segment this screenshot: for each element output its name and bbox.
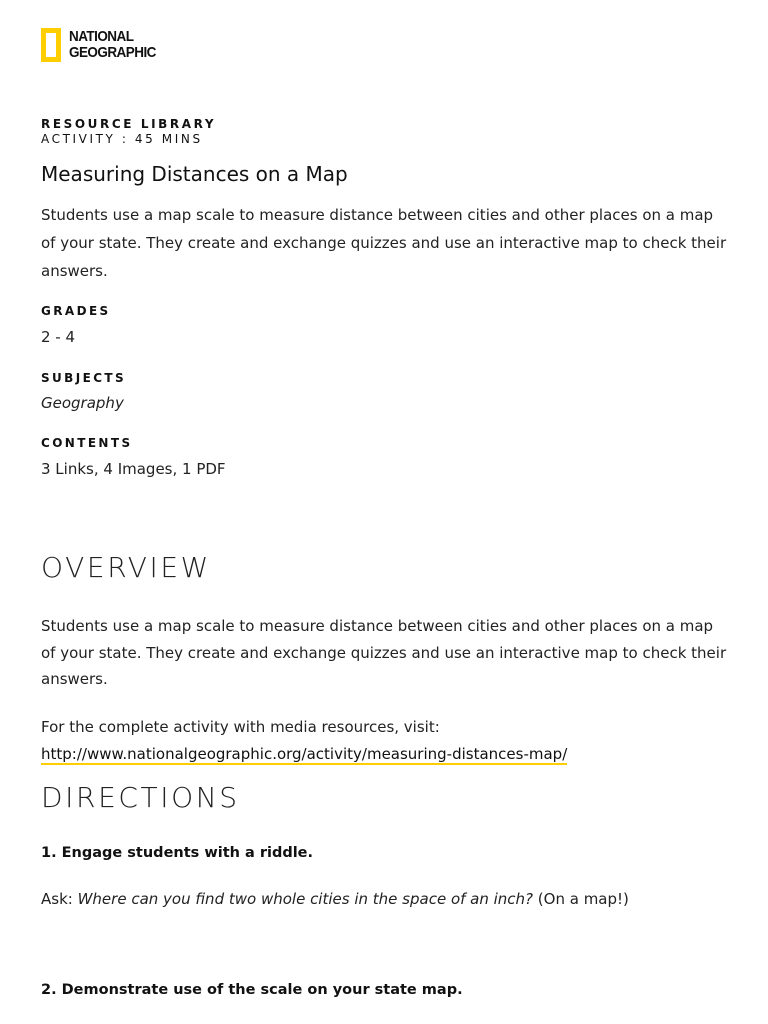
logo-wordmark: [69, 29, 156, 61]
directions-heading: DIRECTIONS: [41, 781, 240, 814]
overview-text: Students use a map scale to measure distance between cities and other places on a map of your state. They create and exchange quizzes and use an interactive map to check their answers.: [41, 617, 727, 688]
riddle-question: Where can you find two whole cities in the space of an inch?: [77, 890, 534, 908]
description: Students use a map scale to measure distance between cities and other places on a map of your state. They create and exchange quizzes and use an interactive map to check their answers.: [41, 206, 727, 280]
grades-value: 2 - 4: [41, 328, 76, 346]
visit-text: For the complete activity with media resources, visit:: [41, 718, 440, 736]
step-1-heading: 1. Engage students with a riddle.: [41, 845, 314, 861]
riddle-answer: (On a map!): [533, 890, 629, 908]
contents-label: CONTENTS: [41, 436, 133, 450]
riddle-prompt: [41, 890, 629, 908]
national-geographic-logo: [41, 28, 166, 62]
activity-duration: ACTIVITY : 45 MINS: [41, 132, 203, 146]
activity-link[interactable]: http://www.nationalgeographic.org/activity/measuring-distances-map/: [41, 745, 568, 763]
subjects-label: SUBJECTS: [41, 371, 127, 385]
logo-line-2: GEOGRAPHIC: [69, 44, 156, 61]
overview-heading: OVERVIEW: [41, 551, 211, 584]
page-title: Measuring Distances on a Map: [41, 162, 348, 186]
grades-label: GRADES: [41, 304, 111, 318]
contents-value: 3 Links, 4 Images, 1 PDF: [41, 460, 226, 478]
logo-line-1: NATIONAL: [69, 28, 134, 45]
yellow-border-icon: [41, 28, 61, 62]
resource-library-kicker: RESOURCE LIBRARY: [41, 117, 217, 131]
ask-prefix: Ask:: [41, 890, 78, 908]
subjects-value: Geography: [41, 394, 124, 412]
step-2-heading: 2. Demonstrate use of the scale on your state map.: [41, 982, 463, 998]
